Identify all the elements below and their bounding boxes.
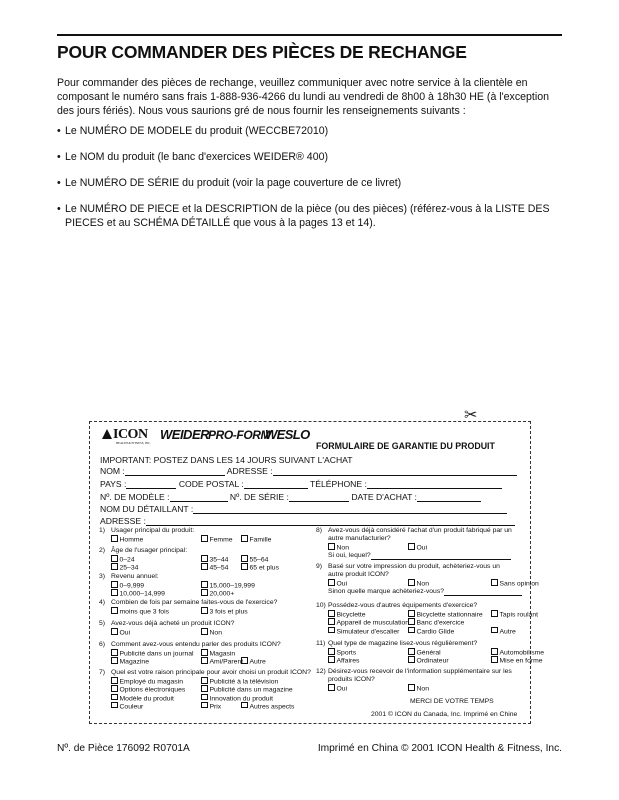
option-label: 20,000+ — [209, 590, 235, 598]
checkbox-option[interactable] — [201, 535, 233, 545]
followup-field[interactable] — [444, 589, 522, 596]
question-text: autre manufacturier? — [328, 535, 391, 543]
checkbox-icon[interactable] — [241, 657, 248, 664]
question-6 — [99, 641, 281, 666]
question-number: 3) — [99, 573, 106, 580]
option-label: 15,000–19,999 — [209, 582, 255, 590]
code-postal-field[interactable] — [244, 480, 308, 489]
option-label: Employé du magasin — [119, 678, 183, 686]
option-label: Affaires — [336, 657, 360, 665]
option-label: Famille — [249, 536, 272, 544]
country-row — [100, 479, 502, 489]
checkbox-icon[interactable] — [201, 677, 208, 684]
option-label: Bicyclette stationnaire — [416, 611, 483, 619]
option-label: Sports — [336, 649, 357, 657]
option-label: Non — [416, 685, 429, 693]
checkbox-icon[interactable] — [328, 684, 335, 691]
question-text: Avez-vous déjà acheté un produit ICON? — [111, 620, 235, 627]
option-label: Bicyclette — [336, 611, 366, 619]
nom-label: NOM : — [100, 466, 125, 476]
checkbox-icon[interactable] — [201, 657, 208, 664]
checkbox-option[interactable] — [408, 684, 429, 694]
option-label: 3 fois et plus — [209, 608, 248, 616]
question-number: 5) — [99, 620, 106, 627]
checkbox-option[interactable] — [201, 657, 243, 667]
checkbox-icon[interactable] — [111, 694, 118, 701]
retailer-row — [100, 504, 507, 514]
nom-field[interactable] — [125, 467, 225, 476]
checkbox-icon[interactable] — [408, 579, 415, 586]
icon-logo: ICON HEALTH & FITNESS, INC. — [102, 427, 151, 445]
checkbox-icon[interactable] — [111, 649, 118, 656]
checkbox-option[interactable] — [201, 628, 222, 638]
checkbox-icon[interactable] — [111, 581, 118, 588]
pays-label: PAYS : — [100, 479, 127, 489]
question-number: 11) — [316, 640, 326, 647]
checkbox-icon[interactable] — [201, 581, 208, 588]
question-1 — [99, 527, 272, 544]
checkbox-icon[interactable] — [241, 563, 248, 570]
checkbox-icon[interactable] — [111, 563, 118, 570]
checkbox-option[interactable] — [408, 627, 454, 637]
option-label: Homme — [119, 536, 144, 544]
checkbox-icon[interactable] — [328, 656, 335, 663]
checkbox-icon[interactable] — [491, 656, 498, 663]
retailer-address-row — [100, 516, 515, 526]
weslo-logo: WESLO — [265, 427, 310, 442]
option-label: Autres aspects — [249, 703, 295, 711]
option-label: Autre — [499, 628, 516, 636]
question-text: Possédez-vous d'autres équipements d'exercice? — [328, 602, 478, 609]
info-list — [57, 124, 567, 242]
option-label: Options électroniques — [119, 686, 186, 694]
option-label: Autre — [249, 658, 266, 666]
model-row — [100, 492, 481, 502]
question-7 — [99, 669, 311, 710]
checkbox-icon[interactable] — [111, 607, 118, 614]
modele-label: Nº. DE MODÈLE : — [100, 492, 170, 502]
code-postal-label: CODE POSTAL : — [178, 479, 244, 489]
option-label: Oui — [336, 685, 348, 693]
serie-field[interactable] — [289, 493, 349, 502]
date-achat-label: DATE D'ACHAT : — [351, 492, 417, 502]
question-text: Combien de fois par semaine faites-vous de l'exercice? — [111, 599, 278, 606]
checkbox-icon[interactable] — [408, 627, 415, 634]
checkbox-option[interactable] — [328, 684, 347, 694]
option-label: Oui — [336, 580, 348, 588]
checkbox-icon[interactable] — [408, 543, 415, 550]
checkbox-option[interactable] — [241, 657, 266, 667]
checkbox-option[interactable] — [201, 702, 221, 712]
list-item: • Le NUMÉRO DE SÉRIE du produit (voir la page couverture de ce livret) — [57, 177, 402, 189]
checkbox-icon[interactable] — [111, 628, 118, 635]
option-label: Non — [336, 544, 349, 552]
checkbox-option[interactable] — [328, 627, 399, 637]
checkbox-option[interactable] — [328, 656, 359, 666]
option-label: Banc d'exercice — [416, 619, 465, 627]
checkbox-icon[interactable] — [491, 579, 498, 586]
question-text: Désirez-vous recevoir de l'information supplémentaire sur les — [328, 668, 512, 675]
option-label: Automobilisme — [499, 649, 545, 657]
checkbox-option[interactable] — [201, 563, 228, 573]
option-label: Tapis roulant — [499, 611, 539, 619]
heading-rule — [57, 34, 562, 36]
checkbox-icon[interactable] — [201, 628, 208, 635]
list-item: • Le NUMÉRO DE MODELE du produit (WECCBE72010) — [57, 125, 329, 137]
option-label: Oui — [119, 629, 131, 637]
brand-logos — [102, 427, 310, 445]
checkbox-icon[interactable] — [111, 677, 118, 684]
question-text: Usager principal du produit: — [111, 527, 195, 534]
adresse-label: ADRESSE : — [226, 466, 273, 476]
question-number: 7) — [99, 669, 106, 676]
detaillant-adresse-field[interactable] — [146, 517, 515, 526]
option-label: Non — [416, 580, 429, 588]
question-text: Âge de l'usager principal: — [111, 547, 188, 554]
option-label: Ami/Parent — [209, 658, 244, 666]
thank-you-note: MERCI DE VOTRE TEMPS — [410, 698, 494, 705]
checkbox-icon[interactable] — [491, 627, 498, 634]
option-label: 10,000–14,999 — [119, 590, 165, 598]
question-number: 4) — [99, 599, 106, 606]
checkbox-option[interactable] — [111, 628, 130, 638]
checkbox-option[interactable] — [111, 702, 143, 712]
question-text: Revenu annuel: — [111, 573, 159, 580]
option-label: Cardio Glide — [416, 628, 455, 636]
option-label: moins que 3 fois — [119, 608, 169, 616]
checkbox-icon[interactable] — [408, 648, 415, 655]
checkbox-icon[interactable] — [111, 535, 118, 542]
list-item: • Le NOM du produit (le banc d'exercices WEIDER® 400) — [57, 151, 329, 163]
option-label: 0–24 — [119, 556, 135, 564]
option-label: Simulateur d'escalier — [336, 628, 400, 636]
proform-logo: PRO-FORM — [208, 428, 271, 442]
checkbox-icon[interactable] — [328, 543, 335, 550]
checkbox-icon[interactable] — [111, 685, 118, 692]
modele-field[interactable] — [170, 493, 228, 502]
checkbox-option[interactable] — [241, 563, 279, 573]
option-label: Non — [209, 629, 222, 637]
question-number: 10) — [316, 602, 326, 609]
checkbox-option[interactable] — [111, 589, 165, 599]
weider-logo: WEIDER — [160, 427, 209, 442]
option-label: Appareil de musculation — [336, 619, 410, 627]
question-text: Comment avez-vous entendu parler des produits ICON? — [111, 641, 281, 648]
checkbox-icon[interactable] — [111, 657, 118, 664]
checkbox-icon[interactable] — [201, 694, 208, 701]
checkbox-icon[interactable] — [328, 610, 335, 617]
checkbox-option[interactable] — [111, 535, 143, 545]
option-label: Publicité dans un journal — [119, 650, 194, 658]
option-label: Mise en forme — [499, 657, 543, 665]
checkbox-icon[interactable] — [328, 648, 335, 655]
checkbox-option[interactable] — [201, 589, 234, 599]
scissors-icon: ✂ — [464, 407, 478, 424]
option-label: Prix — [209, 703, 222, 711]
option-label: Innovation du produit — [209, 695, 273, 703]
checkbox-option[interactable] — [328, 579, 347, 589]
question-text: Quel est votre raison principale pour avoir choisi un produit ICON? — [111, 669, 311, 676]
option-label: Couleur — [119, 703, 144, 711]
checkbox-icon[interactable] — [408, 618, 415, 625]
question-number: 2) — [99, 547, 106, 554]
checkbox-icon[interactable] — [328, 627, 335, 634]
checkbox-icon[interactable] — [201, 702, 208, 709]
option-label: Femme — [209, 536, 233, 544]
page-title: POUR COMMANDER DES PIÈCES DE RECHANGE — [57, 42, 467, 62]
question-text: Avez-vous déjà considéré l'achat d'un produit fabriqué par un — [328, 527, 512, 534]
question-number: 8) — [316, 527, 323, 534]
option-label: Magazine — [119, 658, 149, 666]
option-label: Général — [416, 649, 441, 657]
option-label: Oui — [416, 544, 428, 552]
checkbox-icon[interactable] — [408, 610, 415, 617]
question-10 — [316, 602, 539, 636]
detaillant-adresse-label: ADRESSE : — [100, 516, 146, 526]
question-2 — [99, 547, 279, 572]
checkbox-option[interactable] — [201, 607, 248, 617]
checkbox-option[interactable] — [491, 579, 539, 589]
question-text: autre produit ICON? — [328, 571, 389, 579]
checkbox-option[interactable] — [491, 656, 543, 666]
checkbox-icon[interactable] — [241, 535, 248, 542]
checkbox-icon[interactable] — [111, 702, 118, 709]
checkbox-icon[interactable] — [201, 607, 208, 614]
checkbox-icon[interactable] — [328, 579, 335, 586]
footer-copyright: Imprimé en China © 2001 ICON Health & Fitness, Inc. — [317, 743, 562, 754]
option-label: 0–9,999 — [119, 582, 145, 590]
checkbox-icon[interactable] — [491, 610, 498, 617]
checkbox-icon[interactable] — [201, 589, 208, 596]
question-3 — [99, 573, 255, 598]
question-number: 9) — [316, 563, 323, 570]
question-number: 6) — [99, 641, 106, 648]
coupon-copyright: 2001 © ICON du Canada, Inc. Imprimé en Chine — [371, 711, 518, 718]
option-label: 65 et plus — [249, 564, 279, 572]
followup-label: Si oui, lequel? — [328, 551, 371, 559]
checkbox-icon[interactable] — [328, 618, 335, 625]
checkbox-icon[interactable] — [201, 535, 208, 542]
question-number: 12) — [316, 668, 326, 675]
checkbox-option[interactable] — [111, 657, 149, 667]
option-label: 45–54 — [209, 564, 229, 572]
question-4 — [99, 599, 277, 615]
telephone-label: TÉLÉPHONE : — [310, 479, 367, 489]
option-label: Magasin — [209, 650, 236, 658]
adresse-field[interactable] — [273, 467, 517, 476]
intro-paragraph: Pour commander des pièces de rechange, veuillez communiquer avec notre service à la clientèle en composant le numéro sans frais 1-888-936-4266 du lundi au vendredi de 8h00 à 18h30 HE (à l'exception des jours fériés). Nous vous saurions gré de nous fournir les renseignements suivants : — [57, 77, 550, 117]
pays-field[interactable] — [126, 480, 176, 489]
checkbox-icon[interactable] — [111, 555, 118, 562]
checkbox-option[interactable] — [328, 543, 349, 553]
question-8 — [316, 527, 512, 560]
question-12 — [316, 668, 512, 693]
checkbox-icon[interactable] — [491, 648, 498, 655]
part-number: Nº. de Pièce 176092 R0701A — [57, 743, 190, 754]
question-text: produits ICON? — [328, 676, 375, 684]
checkbox-option[interactable] — [408, 656, 449, 666]
option-label: 25–34 — [119, 564, 139, 572]
followup-field[interactable] — [371, 553, 511, 560]
question-9 — [316, 563, 539, 596]
detaillant-label: NOM DU DÉTAILLANT : — [100, 504, 194, 514]
checkbox-option[interactable] — [111, 563, 138, 573]
checkbox-option[interactable] — [491, 627, 516, 637]
option-label: Publicité dans un magazine — [209, 686, 293, 694]
form-important-note: IMPORTANT: POSTEZ DANS LES 14 JOURS SUIVANT L'ACHAT — [100, 455, 353, 465]
question-11 — [316, 640, 545, 665]
telephone-field[interactable] — [367, 480, 502, 489]
checkbox-icon[interactable] — [201, 649, 208, 656]
list-item: • Le NUMÉRO DE PIECE et la DESCRIPTION de la pièce (ou des pièces) (référez-vous à la LISTE DES PIECES et au SCHÉMA DÉTAILLÉ que vous à la pages 13 et 14). — [57, 203, 550, 229]
detaillant-field[interactable] — [193, 505, 507, 514]
checkbox-icon[interactable] — [201, 685, 208, 692]
option-label: 35–44 — [209, 556, 229, 564]
option-label: 55–64 — [249, 556, 269, 564]
checkbox-icon[interactable] — [201, 555, 208, 562]
followup-label: Sinon quelle marque achèteriez-vous? — [328, 587, 444, 595]
checkbox-option[interactable] — [241, 702, 294, 712]
checkbox-option[interactable] — [491, 610, 538, 620]
option-label: Publicité à la télévision — [209, 678, 279, 686]
checkbox-icon[interactable] — [408, 656, 415, 663]
question-number: 1) — [99, 527, 106, 534]
date-achat-field[interactable] — [417, 493, 481, 502]
checkbox-icon[interactable] — [201, 563, 208, 570]
checkbox-option[interactable] — [111, 607, 169, 617]
checkbox-icon[interactable] — [241, 702, 248, 709]
checkbox-option[interactable] — [408, 543, 427, 553]
form-title: FORMULAIRE DE GARANTIE DU PRODUIT — [316, 441, 495, 451]
checkbox-option[interactable] — [408, 579, 429, 589]
question-text: Basé sur votre impression du produit, achèteriez-vous un — [328, 563, 500, 570]
checkbox-icon[interactable] — [111, 589, 118, 596]
checkbox-icon[interactable] — [241, 555, 248, 562]
question-text: Quel type de magazine lisez-vous régulièrement? — [328, 640, 478, 647]
name-address-row — [100, 466, 517, 476]
serie-label: Nº. DE SÉRIE : — [229, 492, 289, 502]
question-5 — [99, 620, 234, 636]
option-label: Modèle du produit — [119, 695, 174, 703]
checkbox-option[interactable] — [241, 535, 271, 545]
option-label: Ordinateur — [416, 657, 449, 665]
checkbox-icon[interactable] — [408, 684, 415, 691]
option-label: Sans opinion — [499, 580, 539, 588]
